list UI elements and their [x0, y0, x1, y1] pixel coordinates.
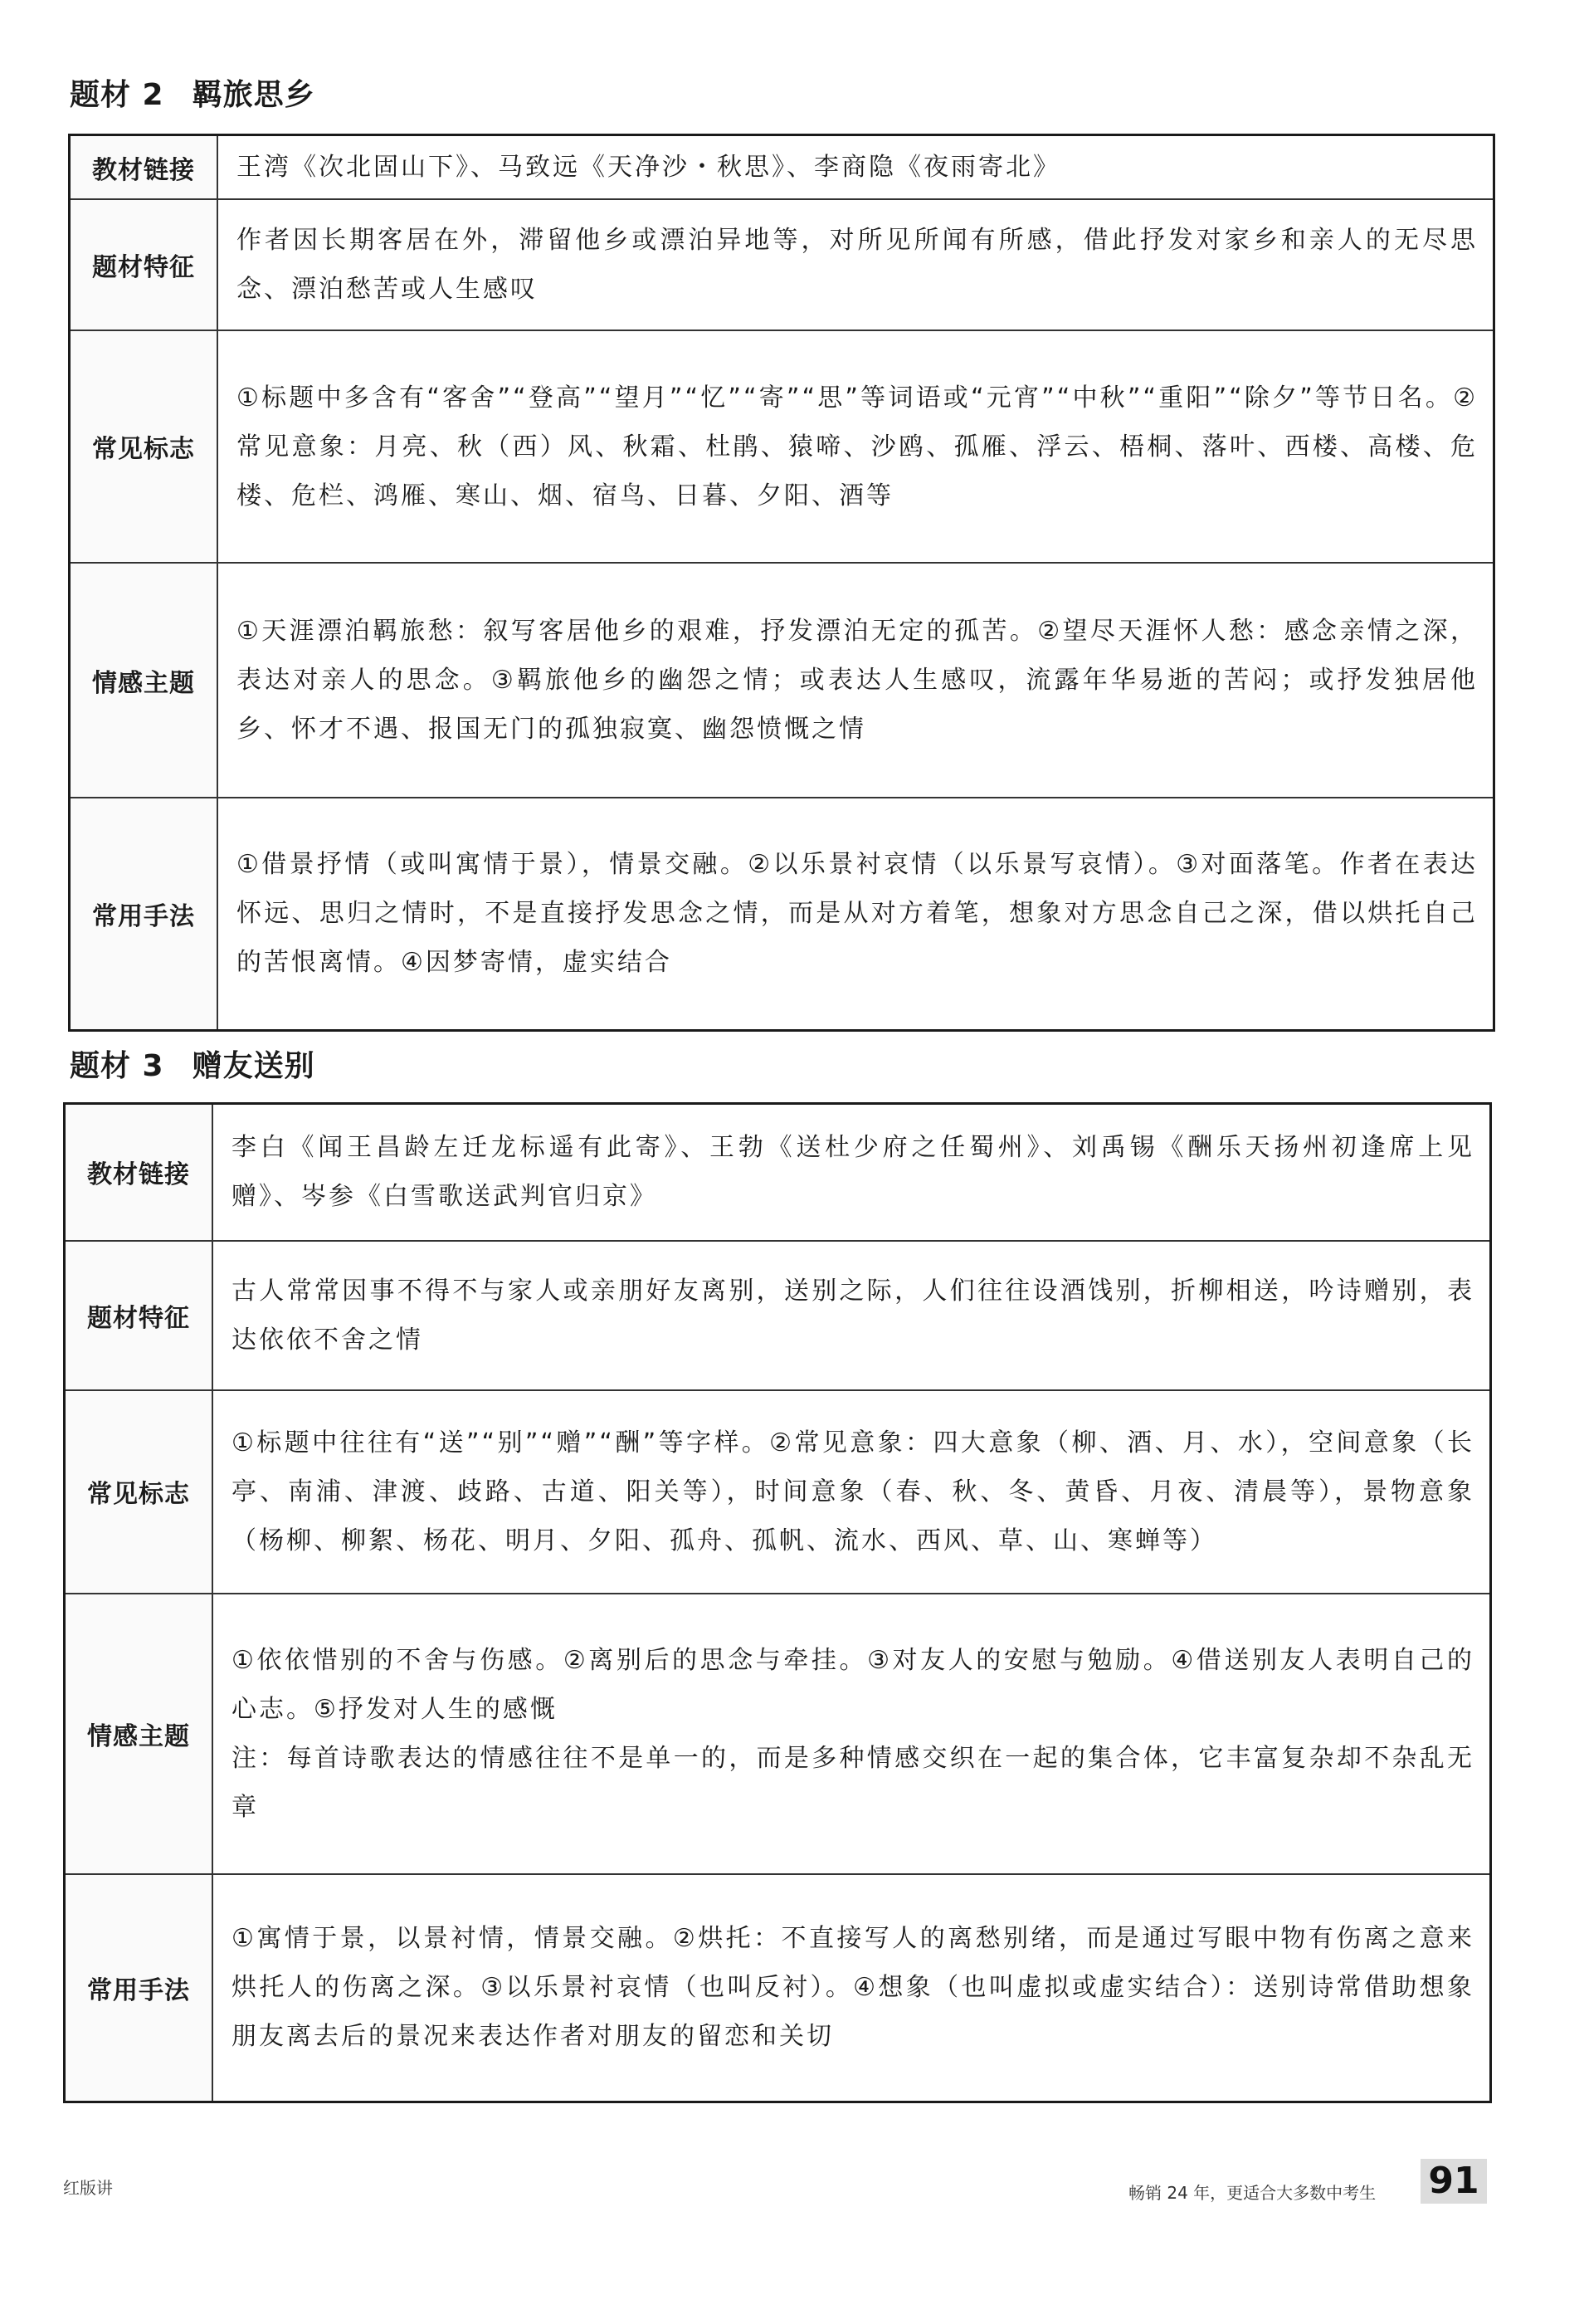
page-number: 91: [1421, 2159, 1487, 2204]
row-content: [217, 199, 1494, 330]
row-paragraph: 李白《闻王昌龄左迁龙标遥有此寄》、王勃《送杜少府之任蜀州》、刘禹锡《酬乐天扬州初逢席上见赠》、岑参《白雪歌送武判官归京》: [232, 1133, 1474, 1212]
table-row: [70, 330, 1494, 563]
row-note: 注：每首诗歌表达的情感往往不是单一的，而是多种情感交织在一起的集合体，它丰富复杂却不杂乱无章: [232, 1743, 1474, 1822]
heading-name: 羁旅思乡: [192, 78, 315, 112]
table-row: [65, 1390, 1491, 1594]
row-paragraph: ①依依惜别的不舍与伤感。②离别后的思念与牵挂。③对友人的安慰与勉励。④借送别友人表明自己的心志。⑤抒发对人生的感慨: [232, 1645, 1474, 1724]
table-row: [70, 199, 1494, 330]
footer-slogan: 畅销 24 年，更适合大多数中考生: [1128, 2183, 1377, 2203]
section-heading-topic-3: [70, 1042, 315, 1085]
row-content: [212, 1594, 1491, 1874]
table-row: [70, 135, 1494, 200]
table-row: [65, 1874, 1491, 2102]
table-row: [70, 798, 1494, 1030]
row-content: [217, 135, 1494, 200]
row-label: 情感主题: [65, 1594, 213, 1874]
row-content: [217, 798, 1494, 1030]
row-paragraph: 古人常常因事不得不与家人或亲朋好友离别，送别之际，人们往往设酒饯别，折柳相送，吟诗赠别，表达依依不舍之情: [232, 1276, 1474, 1355]
row-label: 常用手法: [65, 1874, 213, 2102]
table-row: [70, 563, 1494, 798]
row-paragraph: 作者因长期客居在外，滞留他乡或漂泊异地等，对所见所闻有所感，借此抒发对家乡和亲人的无尽思念、漂泊愁苦或人生感叹: [236, 226, 1478, 304]
topic-3-table: [63, 1102, 1492, 2103]
row-label: 常见标志: [65, 1390, 213, 1594]
row-content: [217, 330, 1494, 563]
row-content: [212, 1874, 1491, 2102]
row-content: [212, 1104, 1491, 1241]
footer-series-label: 红版讲: [63, 2178, 113, 2198]
row-paragraph: ①寓情于景，以景衬情，情景交融。②烘托：不直接写人的离愁别绪，而是通过写眼中物有伤离之意来烘托人的伤离之深。③以乐景衬哀情（也叫反衬）。④想象（也叫虚拟或虚实结合）：送别诗常借助想象朋友离去后的景况来表达作者对朋友的留恋和关切: [232, 1924, 1474, 2052]
row-label: 教材链接: [70, 135, 218, 200]
row-content: [217, 563, 1494, 798]
row-label: 情感主题: [70, 563, 218, 798]
topic-2-table: [68, 134, 1495, 1032]
row-label: 常用手法: [70, 798, 218, 1030]
heading-name: 赠友送别: [192, 1049, 315, 1083]
table-row: [65, 1594, 1491, 1874]
table-row: [65, 1241, 1491, 1390]
row-label: 题材特征: [70, 199, 218, 330]
row-content: [212, 1241, 1491, 1390]
section-heading-topic-2: [70, 71, 315, 114]
heading-number: 题材 2: [70, 78, 164, 112]
row-paragraph: ①借景抒情（或叫寓情于景），情景交融。②以乐景衬哀情（以乐景写哀情）。③对面落笔。作者在表达怀远、思归之情时，不是直接抒发思念之情，而是从对方着笔，想象对方思念自己之深，借以烘托自己的苦恨离情。④因梦寄情，虚实结合: [236, 850, 1478, 978]
row-paragraph: 王湾《次北固山下》、马致远《天净沙・秋思》、李商隐《夜雨寄北》: [236, 153, 1060, 182]
row-paragraph: ①标题中多含有“客舍”“登高”“望月”“忆”“寄”“思”等词语或“元宵”“中秋”“重阳”“除夕”等节日名。②常见意象：月亮、秋（西）风、秋霜、杜鹃、猿啼、沙鸥、孤雁、浮云、梧桐、落叶、西楼、高楼、危楼、危栏、鸿雁、寒山、烟、宿鸟、日暮、夕阳、酒等: [236, 383, 1478, 510]
heading-number: 题材 3: [70, 1049, 164, 1083]
row-content: [212, 1390, 1491, 1594]
row-paragraph: ①天涯漂泊羁旅愁：叙写客居他乡的艰难，抒发漂泊无定的孤苦。②望尽天涯怀人愁：感念亲情之深，表达对亲人的思念。③羁旅他乡的幽怨之情；或表达人生感叹，流露年华易逝的苦闷；或抒发独居他乡、怀才不遇、报国无门的孤独寂寞、幽怨愤慨之情: [236, 617, 1478, 744]
row-label: 常见标志: [70, 330, 218, 563]
table-row: [65, 1104, 1491, 1241]
row-label: 教材链接: [65, 1104, 213, 1241]
row-label: 题材特征: [65, 1241, 213, 1390]
row-paragraph: ①标题中往往有“送”“别”“赠”“酬”等字样。②常见意象：四大意象（柳、酒、月、水），空间意象（长亭、南浦、津渡、歧路、古道、阳关等），时间意象（春、秋、冬、黄昏、月夜、清晨等），景物意象（杨柳、柳絮、杨花、明月、夕阳、孤舟、孤帆、流水、西风、草、山、寒蝉等）: [232, 1428, 1474, 1555]
